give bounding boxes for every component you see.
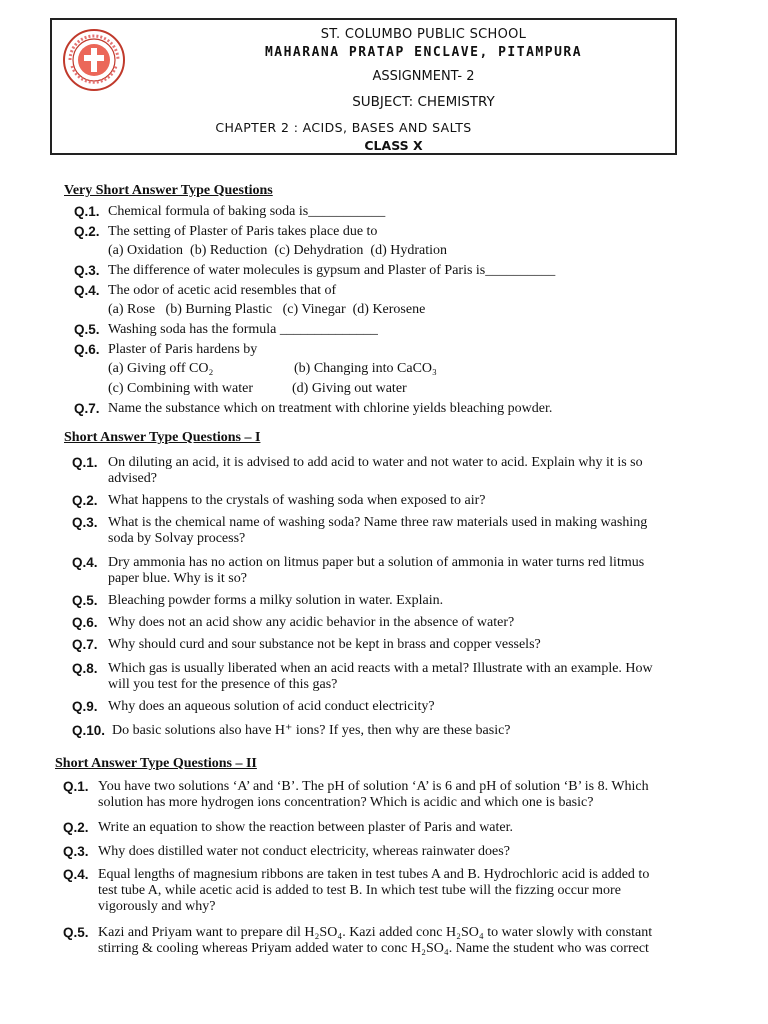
option-a: (a) Giving off CO₂ [108, 361, 214, 376]
question-text-line: advised? [108, 471, 157, 486]
chapter-title: CHAPTER 2 : ACIDS, BASES AND SALTS [215, 120, 472, 135]
question-number: Q.4. [63, 867, 89, 882]
question-text-line: paper blue. Why is it so? [108, 571, 247, 586]
question-text-line: What is the chemical name of washing soda? Name three raw materials used in making washing [108, 515, 648, 530]
question-options: (a) Oxidation (b) Reduction (c) Dehydration (d) Hydration [108, 243, 448, 258]
school-address: MAHARANA PRATAP ENCLAVE, PITAMPURA [264, 45, 583, 60]
question-number: Q.8. [72, 661, 98, 676]
subject-title: SUBJECT: CHEMISTRY [352, 94, 495, 110]
question-number: Q.1. [74, 204, 100, 219]
question-number: Q.5. [63, 925, 89, 940]
section-short-i-title: Short Answer Type Questions – I [64, 430, 261, 445]
section-very-short-title: Very Short Answer Type Questions [64, 183, 273, 198]
question-text-line: Which gas is usually liberated when an acid reacts with a metal? Illustrate with an example. How [108, 661, 653, 676]
question-number: Q.10. [72, 723, 106, 738]
question-text-line: What happens to the crystals of washing soda when exposed to air? [108, 493, 486, 508]
question-text-line: You have two solutions ‘A’ and ‘B’. The pH of solution ‘A’ is 6 and pH of solution ‘B’ is 8. Which [98, 779, 649, 794]
question-number: Q.5. [74, 322, 100, 337]
question-text: Washing soda has the formula ______________ [108, 322, 378, 337]
question-text-line: will you test for the presence of this gas? [108, 677, 338, 692]
question-text: Plaster of Paris hardens by [108, 342, 258, 357]
question-number: Q.4. [72, 555, 98, 570]
question-number: Q.4. [74, 283, 100, 298]
question-text-line: Why does not an acid show any acidic behavior in the absence of water? [108, 615, 515, 630]
question-number: Q.3. [72, 515, 98, 530]
class-title: CLASS X [364, 138, 423, 153]
option-d: (d) Giving out water [292, 381, 407, 396]
question-text-line: Kazi and Priyam want to prepare dil H₂SO₄. Kazi added conc H₂SO₄ to water slowly with constant [98, 925, 653, 940]
question-text: The odor of acetic acid resembles that of [108, 283, 337, 298]
question-text-line: Why does an aqueous solution of acid conduct electricity? [108, 699, 435, 714]
option-c: (c) Combining with water [108, 381, 254, 396]
question-number: Q.6. [74, 342, 100, 357]
question-text-line: On diluting an acid, it is advised to add acid to water and not water to acid. Explain why it is so [108, 455, 643, 470]
school-name: ST. COLUMBO PUBLIC SCHOOL [320, 27, 527, 42]
school-logo [62, 28, 126, 92]
question-text-line: test tube A, while acetic acid is added to test B. In which test tube will the fizzing occur more [98, 883, 621, 898]
question-number: Q.1. [72, 455, 98, 470]
question-number: Q.7. [74, 401, 100, 416]
question-number: Q.1. [63, 779, 89, 794]
question-text: Name the substance which on treatment with chlorine yields bleaching powder. [108, 401, 553, 416]
question-text-line: Do basic solutions also have H⁺ ions? If yes, then why are these basic? [112, 723, 511, 738]
question-text: The setting of Plaster of Paris takes place due to [108, 224, 378, 239]
question-text-line: Write an equation to show the reaction between plaster of Paris and water. [98, 820, 514, 835]
option-b: (b) Changing into CaCO₃ [294, 361, 437, 376]
question-number: Q.2. [74, 224, 100, 239]
question-number: Q.3. [74, 263, 100, 278]
question-text-line: stirring & cooling whereas Priyam added water to conc H₂SO₄. Name the student who was correct [98, 941, 649, 956]
question-number: Q.5. [72, 593, 98, 608]
question-text: The difference of water molecules is gypsum and Plaster of Paris is__________ [108, 263, 556, 278]
question-text-line: vigorously and why? [98, 899, 216, 914]
question-number: Q.9. [72, 699, 98, 714]
question-text-line: Why should curd and sour substance not be kept in brass and copper vessels? [108, 637, 541, 652]
question-number: Q.2. [63, 820, 89, 835]
header-box [50, 18, 677, 155]
assignment-title: ASSIGNMENT- 2 [372, 69, 475, 84]
question-number: Q.3. [63, 844, 89, 859]
question-options: (a) Rose (b) Burning Plastic (c) Vinegar (d) Kerosene [108, 302, 426, 317]
question-number: Q.6. [72, 615, 98, 630]
question-text-line: Dry ammonia has no action on litmus paper but a solution of ammonia in water turns red litmus [108, 555, 645, 570]
question-number: Q.7. [72, 637, 98, 652]
question-text: Chemical formula of baking soda is___________ [108, 204, 386, 219]
question-text-line: Bleaching powder forms a milky solution in water. Explain. [108, 593, 444, 608]
question-text-line: Equal lengths of magnesium ribbons are taken in test tubes A and B. Hydrochloric acid is added to [98, 867, 650, 882]
question-text-line: soda by Solvay process? [108, 531, 246, 546]
question-text-line: solution has more hydrogen ions concentration? Which is acidic and which one is basic? [98, 795, 594, 810]
section-short-ii-title: Short Answer Type Questions – II [55, 756, 257, 771]
question-number: Q.2. [72, 493, 98, 508]
question-text-line: Why does distilled water not conduct electricity, whereas rainwater does? [98, 844, 510, 859]
